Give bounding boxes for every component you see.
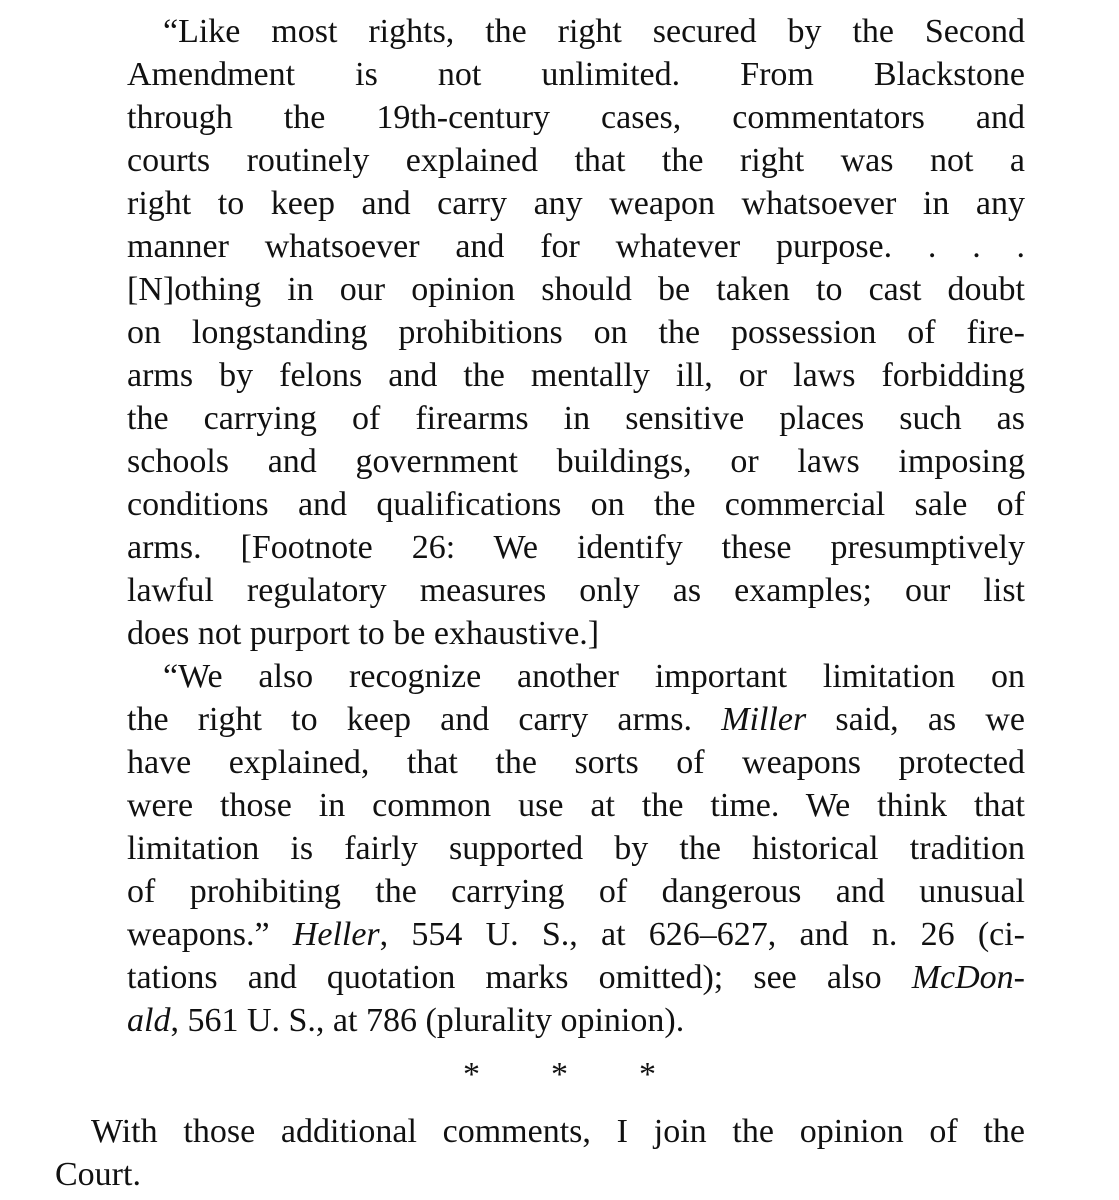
closing-line: With those additional comments, I join the opinion of the (91, 1113, 1025, 1150)
quote2-line: were those in common use at the time. We think that (127, 787, 1025, 824)
case-name-mcdonald: McDon- (911, 959, 1025, 996)
quote1-line: courts routinely explained that the right was not a (127, 142, 1025, 179)
separator-star: * (639, 1056, 656, 1093)
quote1-line: does not purport to be exhaustive.] (127, 615, 600, 652)
quote2-text: the right to keep and carry arms. (127, 701, 693, 738)
quote1-line: conditions and qualifications on the commercial sale of (127, 486, 1025, 523)
quote2-line: limitation is fairly supported by the historical tradition (127, 830, 1025, 867)
quote2-text: weapons.” (127, 916, 270, 953)
quote1-line: schools and government buildings, or laws imposing (127, 443, 1025, 480)
quote1-line: through the 19th-century cases, commentators and (127, 99, 1025, 136)
quote1-line: manner whatsoever and for whatever purpose. . . . (127, 228, 1025, 265)
quote1-line: [N]othing in our opinion should be taken to cast doubt (127, 271, 1025, 308)
closing-line: Court. (55, 1156, 141, 1193)
citation-text: , 561 U. S., at 786 (plurality opinion). (170, 1002, 685, 1039)
citation-text: tations and quotation marks omitted); see also (127, 959, 882, 996)
case-name-mcdonald-end: ald (127, 1002, 171, 1039)
quote1-line: Amendment is not unlimited. From Blackstone (127, 56, 1025, 93)
case-name-heller: Heller (292, 916, 380, 953)
separator-star: * (551, 1056, 568, 1093)
quote2-line: “We also recognize another important limitation on (163, 658, 1025, 695)
quote2-line (127, 698, 1025, 741)
quote2-line: of prohibiting the carrying of dangerous and unusual (127, 873, 1025, 910)
quote1-line: on longstanding prohibitions on the possession of fire- (127, 314, 1025, 351)
quote1-line: arms by felons and the mentally ill, or laws forbidding (127, 357, 1025, 394)
quote1-line: arms. [Footnote 26: We identify these presumptively (127, 529, 1025, 566)
quote2-line (127, 999, 1025, 1042)
quote2-text: said, as we (835, 701, 1025, 738)
separator-star: * (463, 1056, 480, 1093)
section-separator (0, 1055, 1119, 1095)
citation-text: , 554 U. S., at 626–627, and n. 26 (ci- (379, 916, 1025, 953)
quote1-line: right to keep and carry any weapon whatsoever in any (127, 185, 1025, 222)
quote2-line (127, 956, 1025, 999)
quote2-line (127, 913, 1025, 956)
case-name-miller: Miller (721, 701, 807, 738)
quote1-line: “Like most rights, the right secured by the Second (163, 13, 1025, 50)
quote2-line: have explained, that the sorts of weapons protected (127, 744, 1025, 781)
quote1-line: the carrying of firearms in sensitive places such as (127, 400, 1025, 437)
quote1-line: lawful regulatory measures only as examples; our list (127, 572, 1025, 609)
